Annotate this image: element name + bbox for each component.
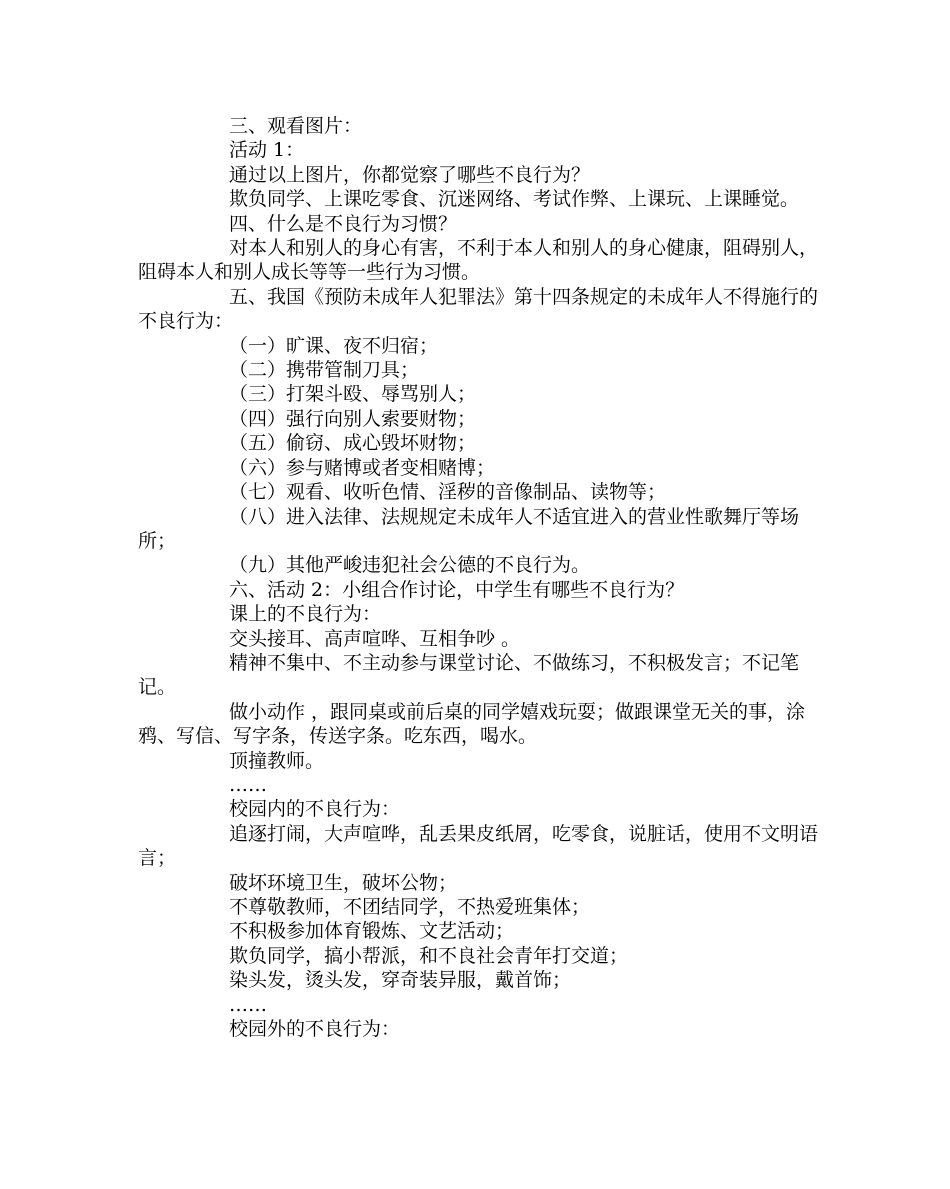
list-item: （九）其他严峻违犯社会公德的不良行为。 [229, 554, 591, 577]
paragraph: 追逐打闹，大声喧哗，乱丢果皮纸屑，吃零食，说脏话，使用不文明语言； [138, 822, 819, 870]
list-item: （五）偷窃、成心毁坏财物； [229, 432, 477, 455]
list-item: （二）携带管制刀具； [229, 359, 420, 382]
paragraph: 不积极参加体育锻炼、文艺活动； [229, 920, 515, 943]
list-item: （四）强行向别人索要财物； [229, 407, 477, 430]
section-heading-4: 四、什么是不良行为习惯？ [229, 212, 458, 235]
paragraph: 交头接耳、高声喧哗、互相争吵 。 [229, 627, 521, 650]
list-item: （六）参与赌博或者变相赌博； [229, 456, 496, 479]
paragraph: 做小动作 ，跟同桌或前后桌的同学嬉戏玩耍；做跟课堂无关的事，涂鸦、写信、写字条，传送字条。吃东西，喝水。 [138, 700, 806, 748]
subheading-on-campus: 校园内的不良行为： [229, 798, 401, 821]
paragraph: 不尊敬教师，不团结同学，不热爱班集体； [229, 896, 591, 918]
ellipsis: …… [229, 993, 267, 1016]
paragraph: 欺负同学，搞小帮派，和不良社会青年打交道； [229, 944, 629, 967]
section-heading-6: 六、活动 2：小组合作讨论，中学生有哪些不良行为？ [229, 578, 685, 601]
section-heading-5: 五、我国《预防未成年人犯罪法》第十四条规定的未成年人不得施行的不良行为： [138, 285, 819, 333]
paragraph: 顶撞教师。 [229, 749, 325, 772]
paragraph: 染头发，烫头发，穿奇装异服，戴首饰； [229, 969, 572, 992]
paragraph: 破坏环境卫生，破坏公物； [229, 871, 458, 894]
activity-1-label: 活动 1： [229, 139, 305, 162]
definition-text: 对本人和别人的身心有害，不利于本人和别人的身心健康，阻碍别人，阻碍本人和别人成长等等一些行为习惯。 [138, 237, 819, 284]
ellipsis: …… [229, 773, 267, 796]
question-text: 通过以上图片，你都觉察了哪些不良行为？ [229, 163, 591, 186]
paragraph: 精神不集中、不主动参与课堂讨论、不做练习，不积极发言；不记笔记。 [138, 651, 800, 699]
subheading-in-class: 课上的不良行为： [229, 603, 382, 626]
list-item: （一）旷课、夜不归宿； [229, 334, 439, 357]
list-item: （七）观看、收听色情、淫秽的音像制品、读物等； [229, 481, 667, 504]
answer-text: 欺负同学、上课吃零食、沉迷网络、考试作弊、上课玩、上课睡觉。 [229, 188, 800, 211]
section-heading-3: 三、观看图片： [229, 115, 363, 137]
subheading-off-campus: 校园外的不良行为： [229, 1018, 401, 1041]
list-item: （八）进入法律、法规规定未成年人不适宜进入的营业性歌舞厅等场所； [138, 505, 800, 552]
document-body [138, 114, 818, 1041]
list-item: （三）打架斗殴、辱骂别人； [229, 383, 477, 406]
